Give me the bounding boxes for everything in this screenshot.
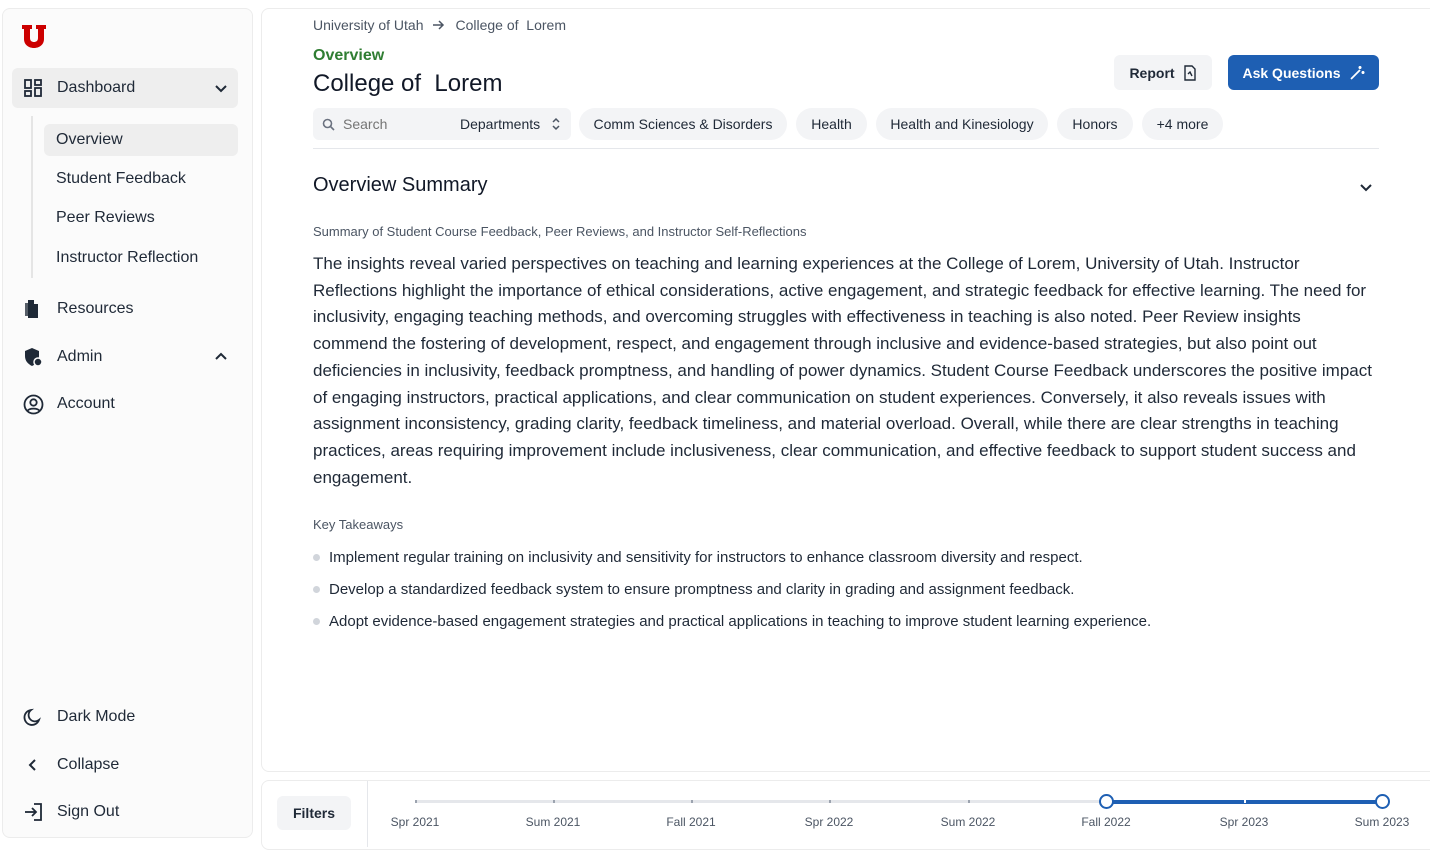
nav-dashboard[interactable] <box>12 68 238 108</box>
chip-health[interactable]: Health <box>796 108 867 140</box>
timeline-label[interactable]: Spr 2023 <box>1219 815 1269 829</box>
chip-honors[interactable]: Honors <box>1057 108 1133 140</box>
magic-wand-icon <box>1349 65 1365 81</box>
section-title: Overview Summary <box>313 174 488 196</box>
timeline-tick <box>553 800 555 803</box>
takeaway-text: Develop a standardized feedback system to ensure promptness and clarity in grading and assignment feedback. <box>329 580 1075 598</box>
search-box[interactable] <box>313 108 450 140</box>
nav-admin[interactable] <box>12 337 238 377</box>
takeaway-text: Adopt evidence-based engagement strategies and practical applications in teaching to improve student learning experience. <box>329 612 1152 630</box>
bullet-icon <box>313 618 320 625</box>
search-icon <box>322 118 335 131</box>
nav-account[interactable] <box>12 384 238 424</box>
timeline-tick <box>415 800 417 803</box>
university-logo[interactable] <box>20 22 48 50</box>
nav-admin-label: Admin <box>57 348 103 365</box>
bullet-icon <box>313 586 320 593</box>
admin-shield-icon <box>22 346 44 368</box>
breadcrumb <box>313 17 566 33</box>
nav-account-label: Account <box>57 395 115 412</box>
breadcrumb-college[interactable]: College of Lorem <box>455 17 566 33</box>
sidebar-item-student-feedback[interactable]: Student Feedback <box>56 170 186 187</box>
page-title: College of Lorem <box>313 70 503 97</box>
ask-questions-button[interactable] <box>1228 55 1379 90</box>
chip-comm-sciences[interactable]: Comm Sciences & Disorders <box>579 108 787 140</box>
dark-mode-toggle[interactable] <box>12 697 238 737</box>
sidebar-item-overview[interactable]: Overview <box>44 124 238 156</box>
timeline-label[interactable]: Sum 2022 <box>940 815 996 829</box>
nav-resources-label: Resources <box>57 300 134 317</box>
sign-out-label: Sign Out <box>57 803 120 820</box>
report-button[interactable] <box>1114 55 1212 90</box>
sign-out-icon <box>22 801 44 823</box>
pdf-file-icon <box>1183 65 1197 81</box>
list-item <box>313 541 1379 573</box>
timeline-tick <box>829 800 831 803</box>
chevron-down-icon[interactable] <box>212 79 230 97</box>
timeline-divider <box>367 781 368 847</box>
search-input[interactable] <box>343 116 443 132</box>
report-label: Report <box>1129 64 1175 81</box>
dark-mode-label: Dark Mode <box>57 708 136 725</box>
nav-resources[interactable] <box>12 289 238 329</box>
chip-more[interactable]: +4 more <box>1142 108 1223 140</box>
list-item <box>313 605 1379 637</box>
chevron-left-icon <box>22 754 44 776</box>
timeline-label[interactable]: Spr 2022 <box>804 815 854 829</box>
section-subtitle: Summary of Student Course Feedback, Peer Reviews, and Instructor Self-Reflections <box>313 224 807 239</box>
chip-health-kinesiology[interactable]: Health and Kinesiology <box>876 108 1048 140</box>
timeline-end-handle[interactable] <box>1375 794 1390 809</box>
key-takeaways-label: Key Takeaways <box>313 517 404 532</box>
timeline-label[interactable]: Sum 2021 <box>525 815 581 829</box>
sign-out-button[interactable] <box>12 792 238 832</box>
departments-label: Departments <box>460 116 541 132</box>
collapse-button[interactable] <box>12 745 238 785</box>
chevron-down-icon[interactable] <box>1357 178 1375 196</box>
timeline-label[interactable]: Spr 2021 <box>390 815 440 829</box>
departments-select[interactable] <box>450 108 571 140</box>
timeline-tick <box>968 800 970 803</box>
timeline-tick <box>1244 800 1246 803</box>
resources-icon <box>22 298 44 320</box>
breadcrumb-university[interactable]: University of Utah <box>313 17 424 33</box>
dashboard-icon <box>22 77 44 99</box>
key-takeaways-list <box>313 541 1379 637</box>
page-kicker: Overview <box>313 47 385 64</box>
header-divider <box>313 148 1379 149</box>
timeline-label[interactable]: Sum 2023 <box>1354 815 1410 829</box>
account-circle-icon <box>22 393 44 415</box>
ask-questions-label: Ask Questions <box>1242 64 1341 81</box>
chevron-up-icon[interactable] <box>212 348 230 366</box>
sidebar-item-instructor-reflection[interactable]: Instructor Reflection <box>56 249 199 266</box>
timeline-tick <box>691 800 693 803</box>
list-item <box>313 573 1379 605</box>
takeaway-text: Implement regular training on inclusivity and sensitivity for instructors to enhance classroom diversity and respect. <box>329 548 1083 566</box>
bullet-icon <box>313 554 320 561</box>
chevron-up-down-icon <box>551 117 561 131</box>
submenu-line <box>31 116 33 278</box>
sidebar-item-peer-reviews[interactable]: Peer Reviews <box>56 209 155 226</box>
timeline-label[interactable]: Fall 2021 <box>666 815 716 829</box>
moon-icon <box>22 706 44 728</box>
arrow-right-icon <box>431 18 445 32</box>
nav-dashboard-label: Dashboard <box>57 79 136 96</box>
timeline-label[interactable]: Fall 2022 <box>1081 815 1131 829</box>
timeline-start-handle[interactable] <box>1099 794 1114 809</box>
collapse-label: Collapse <box>57 756 120 773</box>
summary-paragraph: The insights reveal varied perspectives on teaching and learning experiences at the College of Lorem, University of Utah. Instructor Reflections highlight the importance of ethical considerations, active engagement, and strategic feedback for effective learning. The need for inclusivity, engaging teaching methods, and overcoming struggles with effectiveness in teaching is also noted. Peer Review insights commend the fostering of development, respect, and engagement through inclusive and evidence-based strategies, but also point out deficiencies in inclusivity, feedback promptness, and handling of power dynamics. Student Course Feedback underscores the positive impact of engaging instructors, practical applications, and clear communication on student experiences. Conversely, it also reveals issues with assignment inconsistency, grading clarity, feedback timeliness, and material overload. Overall, while there are clear strengths in teaching practices, areas requiring improvement include inclusiveness, clear communication, and effective feedback to support student success and engagement. <box>313 254 1372 487</box>
filters-button[interactable]: Filters <box>277 796 351 830</box>
